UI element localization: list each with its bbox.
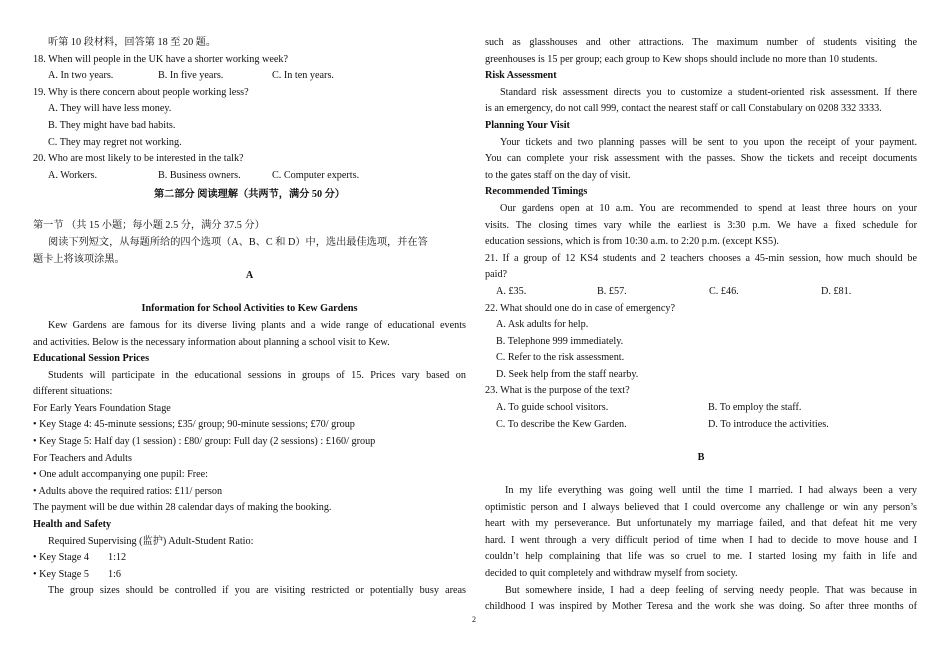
- paragraph-line: to the gates staff on the day of visit.: [485, 169, 631, 181]
- question-22: 22. What should one do in case of emergency?: [485, 302, 676, 314]
- listening-intro: 听第 10 段材料，回答第 18 至 20 题。: [48, 37, 217, 48]
- option-d: D. Seek help from the staff nearby.: [496, 368, 639, 380]
- spacer: [33, 285, 466, 302]
- paragraph-line: Our gardens open at 10 a.m. You are recommended to spend at least three hours on your: [500, 202, 917, 214]
- paragraph-line: Standard risk assessment directs you to customize a student-oriented risk assessment. If there: [500, 86, 917, 98]
- paragraph-line: visits. The closing times vary while the earliest is 3:30 p.m. We have a fixed schedule for: [485, 219, 917, 231]
- key-stage-4-price: • Key Stage 4: 45-minute sessions; £35/ group; 90-minute sessions; £70/ group: [33, 419, 355, 431]
- ratio-key-stage-5: • Key Stage 5 1:6: [33, 568, 122, 580]
- question-19: 19. Why is there concern about people working less?: [33, 86, 249, 98]
- paragraph-line: Kew Gardens are famous for its diverse living plants and a wide range of educational events: [48, 319, 466, 331]
- adult-free-item: • One adult accompanying one pupil: Free:: [33, 469, 209, 481]
- section-heading-prices: Educational Session Prices: [33, 353, 150, 365]
- paragraph-line: Your tickets and two planning passes will be sent to you upon the receipt of your payment.: [500, 136, 917, 148]
- section-heading-planning: Planning Your Visit: [485, 119, 570, 131]
- option-b: B. Business owners.: [158, 169, 241, 181]
- passage-b-label: B: [697, 451, 705, 463]
- teachers-adults-label: For Teachers and Adults: [33, 452, 132, 464]
- option-a: A. To guide school visitors.: [496, 402, 609, 414]
- option-a: A. They will have less money.: [48, 103, 172, 115]
- paragraph-line: childhood I was inspired by Mother Teresa and the work she was doing. So after three months of: [485, 601, 917, 613]
- paragraph-line: But somewhere inside, I had a deep feeling of serving needy people. That was because in: [505, 584, 917, 596]
- paragraph-line: education sessions, which is from 10:30 a.m. to 2:20 p.m. (except KS5).: [485, 236, 779, 248]
- passage-a-label: A: [245, 270, 254, 282]
- option-c: C. In ten years.: [272, 70, 334, 82]
- question-21-options: [485, 284, 917, 301]
- option-a: A. Workers.: [48, 169, 98, 181]
- question-23-options-cd: [485, 417, 917, 434]
- paragraph-line: hard. I went through a very difficult period of time when I had to decide to move house and I: [485, 534, 917, 546]
- section-heading-timings: Recommended Timings: [485, 186, 588, 198]
- spacer: [33, 206, 466, 218]
- paragraph-line: is an emergency, do not call 999, contact the nearest staff or call Constabulary on 0208 332 3333.: [485, 103, 882, 115]
- paragraph-line: and activities. Below is the necessary information about planning a school visit to Kew.: [33, 336, 390, 348]
- option-d: D. £81.: [821, 285, 852, 297]
- option-a: A. Ask adults for help.: [496, 319, 589, 331]
- paragraph-line: heart with my perseverance. But unfortunately my marriage failed, and that defeat hit me very: [485, 518, 917, 530]
- paragraph-line: Students will participate in the educational sessions in groups of 15. Prices vary based on: [48, 369, 466, 381]
- paragraph-line: In my life everything was going well until the time I married. I had always been a very: [505, 485, 917, 497]
- option-c: C. To describe the Kew Garden.: [496, 418, 627, 430]
- option-b: B. £57.: [597, 285, 627, 297]
- option-c: C. Refer to the risk assessment.: [496, 352, 625, 364]
- paragraph-line: You can complete your risk assessment with the passes. Show the tickets and receipt documents: [485, 153, 917, 165]
- option-d: D. To introduce the activities.: [708, 418, 829, 430]
- paragraph-line: different situations:: [33, 386, 113, 398]
- paragraph-line: decided to quit completely and withdraw myself from society.: [485, 568, 738, 579]
- question-18-options: [33, 68, 466, 85]
- paragraph-line: greenhouses is 15 per group; each group to Kew shops should include no more than 10 students.: [485, 53, 878, 65]
- question-20: 20. Who are most likely to be interested in the talk?: [33, 153, 244, 165]
- option-b: B. To employ the staff.: [708, 402, 802, 414]
- ratio-heading: Required Supervising (监护) Adult-Student Ratio:: [48, 535, 254, 547]
- question-21: 21. If a group of 12 KS4 students and 2 teachers chooses a 45-min session, how much should be: [485, 252, 917, 264]
- option-a: A. £35.: [496, 285, 527, 297]
- option-b: B. In five years.: [158, 70, 224, 82]
- option-b: B. Telephone 999 immediately.: [496, 335, 624, 347]
- right-column: [485, 35, 917, 616]
- section-heading-health: Health and Safety: [33, 519, 112, 531]
- ratio-key-stage-4: • Key Stage 4 1:12: [33, 552, 127, 564]
- page-number: 2: [472, 615, 476, 624]
- option-b: B. They might have bad habits.: [48, 119, 176, 131]
- paragraph-line: The group sizes should be controlled if you are visiting restricted or potentially busy areas: [48, 585, 466, 597]
- section-one-heading: 第一节 （共 15 小题；每小题 2.5 分，满分 37.5 分）: [33, 220, 265, 232]
- section-heading-risk: Risk Assessment: [485, 70, 557, 82]
- spacer: [485, 466, 917, 483]
- option-a: A. In two years.: [48, 70, 114, 82]
- option-c: C. They may regret not working.: [48, 136, 182, 148]
- question-23-options-ab: [485, 400, 917, 417]
- payment-note: The payment will be due within 28 calendar days of making the booking.: [33, 502, 332, 514]
- question-20-options: [33, 168, 466, 185]
- paragraph-line: optimistic person and I always believed that I could overcome any challenge or win any person’s: [485, 501, 917, 513]
- instructions-line-1: 阅读下列短文，从每题所给的四个选项（A、B、C 和 D）中，选出最佳选项，并在答: [48, 236, 428, 248]
- key-stage-5-price: • Key Stage 5: Half day (1 session) : £80/ group: Full day (2 sessions) : £160/ group: [33, 436, 376, 448]
- option-c: C. £46.: [709, 285, 739, 297]
- paragraph-line: couldn’t help complaining that life was so cruel to me. I started losing my faith in life and: [485, 551, 917, 563]
- passage-title: Information for School Activities to Kew Gardens: [141, 303, 358, 315]
- question-23: 23. What is the purpose of the text?: [485, 385, 630, 397]
- spacer: [485, 433, 917, 450]
- early-years-label: For Early Years Foundation Stage: [33, 402, 171, 414]
- question-18: 18. When will people in the UK have a shorter working week?: [33, 53, 288, 65]
- paragraph-line: such as glasshouses and other attractions. The maximum number of students visiting the: [485, 37, 917, 48]
- part-two-heading: 第二部分 阅读理解（共两节，满分 50 分）: [153, 189, 345, 201]
- option-c: C. Computer experts.: [272, 169, 360, 181]
- instructions-line-2: 题卡上将该项涂黑。: [33, 253, 125, 265]
- adult-fee-item: • Adults above the required ratios: £11/ person: [33, 485, 223, 497]
- question-21-cont: paid?: [485, 269, 508, 281]
- left-column: [33, 35, 466, 600]
